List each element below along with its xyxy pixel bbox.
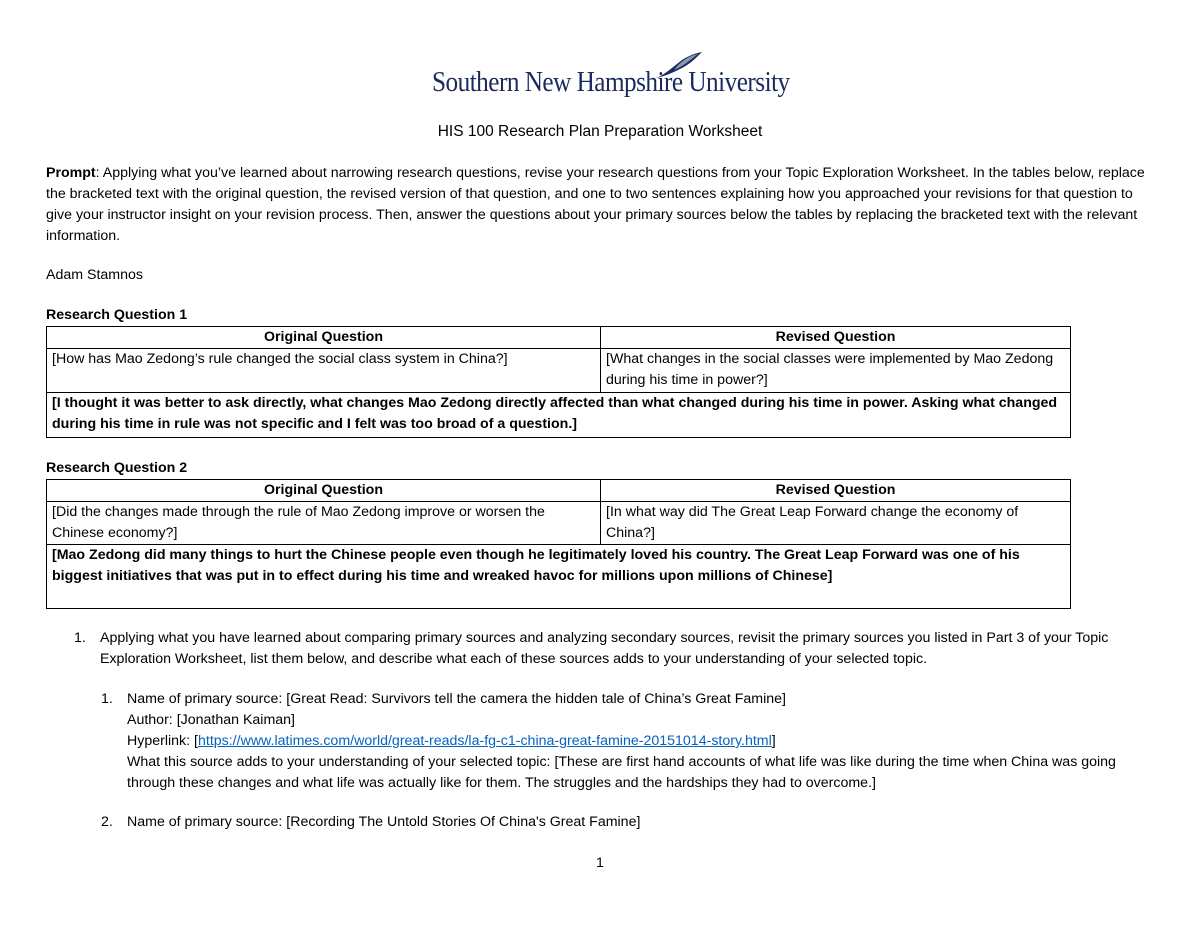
source1-name-line	[127, 689, 1157, 710]
source1-name-value[interactable]: [Great Read: Survivors tell the camera the hidden tale of China’s Great Famine]	[286, 691, 786, 707]
rq1-table	[46, 326, 1071, 438]
rq2-revision-approach[interactable]: [Mao Zedong did many things to hurt the Chinese people even though he legitimately loved his country. The Great Leap Forward was one of his biggest initiatives that was put in to effect during his time and wreaked havoc for millions upon millions of Chinese]	[47, 545, 1071, 609]
source1-link-open: [	[194, 733, 198, 749]
rq1-col-original: Original Question	[47, 327, 601, 349]
source2-name-label: Name of primary source:	[127, 814, 287, 830]
rq1-original-question[interactable]: [How has Mao Zedong’s rule changed the social class system in China?]	[47, 349, 601, 393]
source1-name-label: Name of primary source:	[127, 691, 287, 707]
source1-author-line	[127, 710, 1157, 731]
source2-name-value[interactable]: [Recording The Untold Stories Of China's Great Famine]	[286, 814, 641, 830]
question1-number: 1.	[74, 630, 86, 646]
worksheet-title: HIS 100 Research Plan Preparation Worksheet	[437, 123, 763, 140]
source1-link-label: Hyperlink:	[127, 733, 195, 749]
source2-name-line	[127, 812, 1157, 833]
prompt-label: Prompt	[46, 165, 96, 181]
source1-number: 1.	[101, 691, 113, 707]
rq2-col-original: Original Question	[47, 480, 601, 502]
rq2-col-revised: Revised Question	[601, 480, 1071, 502]
rq1-revision-approach[interactable]: [I thought it was better to ask directly, what changes Mao Zedong directly affected than what changed during his time in power. Asking what changed during his time in rule was not specific and I felt was too broad of a question.]	[47, 393, 1071, 438]
logo-wordmark: Southern New Hampshire University	[432, 66, 790, 98]
rq1-heading: Research Question 1	[46, 307, 188, 323]
university-logo	[430, 50, 790, 108]
source1-adds-value[interactable]: [These are first hand accounts of what life was like during the time when China was going through these changes and what life was actually like for them. The struggles and the hardships they had to overcome.]	[127, 754, 1116, 791]
source1-block	[127, 689, 1157, 794]
source1-hyperlink[interactable]: https://www.latimes.com/world/great-reads/la-fg-c1-china-great-famine-20151014-story.html	[197, 733, 772, 749]
page-number: 1	[596, 855, 604, 871]
rq2-revised-question[interactable]: [In what way did The Great Leap Forward change the economy of China?]	[601, 502, 1071, 545]
source1-link-close: ]	[771, 733, 776, 749]
source1-author-label: Author:	[127, 712, 177, 728]
source1-adds-label: What this source adds to your understanding of your selected topic:	[127, 754, 555, 770]
rq1-revised-question[interactable]: [What changes in the social classes were implemented by Mao Zedong during his time in power?]	[601, 349, 1071, 393]
rq2-heading: Research Question 2	[46, 460, 188, 476]
source1-author-value[interactable]: [Jonathan Kaiman]	[176, 712, 295, 728]
source1-link-line	[127, 731, 1157, 752]
prompt-text: : Applying what you’ve learned about narrowing research questions, revise your research questions from your Topic Exploration Worksheet. In the tables below, replace the bracketed text with the original question, the revised version of that question, and one to two sentences explaining how you approached your revisions for that question to give your instructor insight on your revision process. Then, answer the questions about your primary sources below the tables by replacing the bracketed text with the relevant information.	[46, 165, 1145, 244]
prompt-paragraph	[46, 163, 1156, 247]
student-name: Adam Stamnos	[46, 267, 143, 283]
source2-number: 2.	[101, 814, 113, 830]
question1-text: Applying what you have learned about comparing primary sources and analyzing secondary sources, revisit the primary sources you listed in Part 3 of your Topic Exploration Worksheet, list them below, and describe what each of these sources adds to your understanding of your selected topic.	[100, 630, 1109, 667]
source1-adds-line	[127, 752, 1157, 794]
rq2-table	[46, 479, 1071, 609]
rq2-original-question[interactable]: [Did the changes made through the rule of Mao Zedong improve or worsen the Chinese economy?]	[47, 502, 601, 545]
rq1-col-revised: Revised Question	[601, 327, 1071, 349]
